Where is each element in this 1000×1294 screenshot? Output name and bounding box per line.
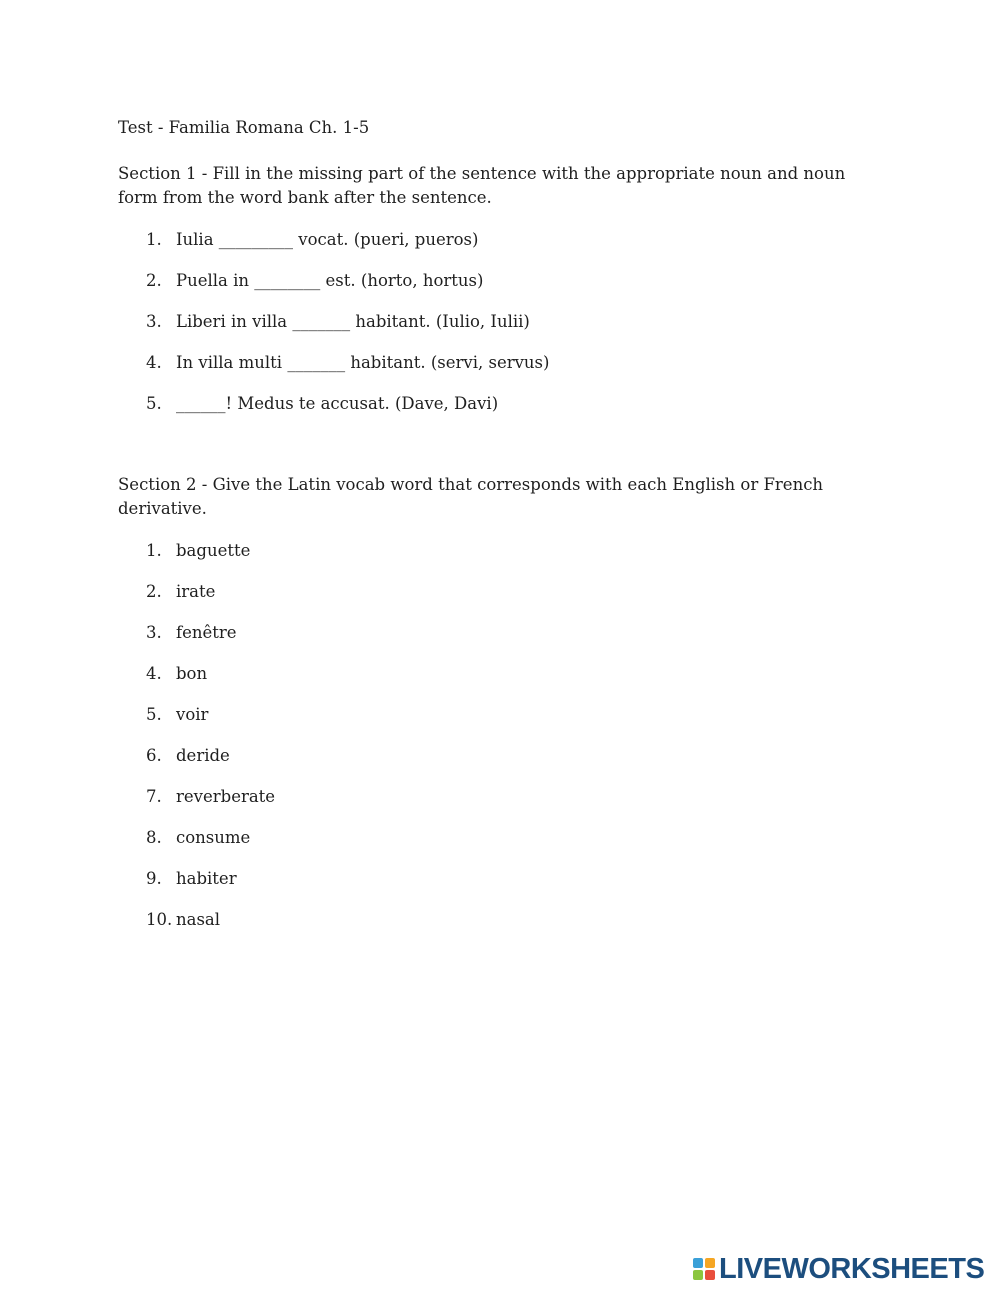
item-text: consume bbox=[176, 828, 251, 847]
logo-mark-tile bbox=[693, 1258, 703, 1268]
list-item bbox=[118, 228, 888, 269]
list-item bbox=[118, 662, 888, 703]
item-number: 4. bbox=[146, 664, 162, 683]
item-text: bon bbox=[176, 664, 208, 683]
logo-mark-tile bbox=[705, 1258, 715, 1268]
item-text: voir bbox=[176, 705, 209, 724]
logo-text: LIVEWORKSHEETS bbox=[719, 1252, 985, 1285]
item-number: 7. bbox=[146, 787, 162, 806]
item-text: Puella in ________ est. (horto, hortus) bbox=[176, 271, 484, 290]
section-1-instruction: Section 1 - Fill in the missing part of the sentence with the appropriate noun and noun form from the word bank after the sentence. bbox=[118, 164, 846, 207]
item-number: 6. bbox=[146, 746, 162, 765]
section-2-instruction: Section 2 - Give the Latin vocab word that corresponds with each English or French derivative. bbox=[118, 475, 824, 518]
section-1-list bbox=[118, 228, 888, 433]
worksheet-page bbox=[118, 116, 888, 949]
item-number: 5. bbox=[146, 394, 162, 413]
item-text: nasal bbox=[176, 910, 221, 929]
item-text: irate bbox=[176, 582, 216, 601]
item-number: 1. bbox=[146, 230, 162, 249]
list-item bbox=[118, 621, 888, 662]
item-text: reverberate bbox=[176, 787, 276, 806]
item-text: Iulia _________ vocat. (pueri, pueros) bbox=[176, 230, 479, 249]
list-item bbox=[118, 744, 888, 785]
list-item bbox=[118, 867, 888, 908]
list-item bbox=[118, 703, 888, 744]
page-title: Test - Familia Romana Ch. 1-5 bbox=[118, 118, 370, 137]
liveworksheets-logo-icon bbox=[693, 1258, 715, 1280]
list-item bbox=[118, 351, 888, 392]
item-text: fenêtre bbox=[176, 623, 237, 642]
section-2-list bbox=[118, 539, 888, 949]
item-number: 3. bbox=[146, 312, 162, 331]
list-item bbox=[118, 392, 888, 433]
item-number: 8. bbox=[146, 828, 162, 847]
list-item bbox=[118, 310, 888, 351]
item-text: ______! Medus te accusat. (Dave, Davi) bbox=[176, 394, 499, 413]
logo-mark-tile bbox=[705, 1270, 715, 1280]
liveworksheets-logo[interactable] bbox=[693, 1254, 984, 1284]
item-number: 2. bbox=[146, 582, 162, 601]
item-text: deride bbox=[176, 746, 230, 765]
item-number: 9. bbox=[146, 869, 162, 888]
list-item bbox=[118, 908, 888, 949]
item-text: baguette bbox=[176, 541, 251, 560]
item-number: 4. bbox=[146, 353, 162, 372]
list-item bbox=[118, 580, 888, 621]
list-item bbox=[118, 269, 888, 310]
item-number: 2. bbox=[146, 271, 162, 290]
logo-mark-tile bbox=[693, 1270, 703, 1280]
item-text: Liberi in villa _______ habitant. (Iulio, Iulii) bbox=[176, 312, 530, 331]
item-text: In villa multi _______ habitant. (servi, servus) bbox=[176, 353, 550, 372]
list-item bbox=[118, 539, 888, 580]
list-item bbox=[118, 826, 888, 867]
item-number: 1. bbox=[146, 541, 162, 560]
item-number: 10. bbox=[146, 910, 173, 929]
item-number: 3. bbox=[146, 623, 162, 642]
list-item bbox=[118, 785, 888, 826]
item-number: 5. bbox=[146, 705, 162, 724]
item-text: habiter bbox=[176, 869, 237, 888]
